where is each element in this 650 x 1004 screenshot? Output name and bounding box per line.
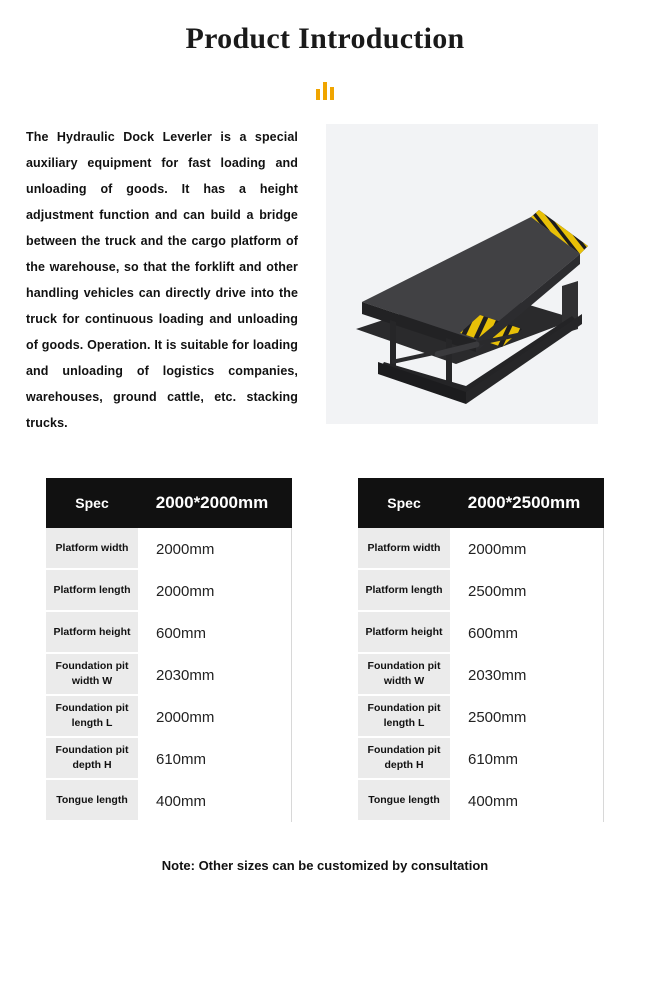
equalizer-bar-3: [330, 87, 334, 100]
row-label: Platform width: [358, 528, 450, 570]
page-title: Product Introduction: [185, 22, 465, 55]
row-label: Platform length: [358, 570, 450, 612]
table-row: [358, 570, 603, 612]
spec-header-label: Spec: [387, 495, 421, 511]
spec-table-header: [46, 478, 292, 528]
row-label: Tongue length: [358, 780, 450, 822]
row-value: 600mm: [138, 612, 291, 654]
table-row: [46, 696, 291, 738]
spec-table-body: [358, 528, 604, 822]
table-row: [46, 654, 291, 696]
row-value: 2000mm: [138, 570, 291, 612]
table-row: [46, 612, 291, 654]
spec-header-value: 2000*2000mm: [155, 493, 269, 512]
equalizer-icon: [0, 78, 650, 100]
spec-table-2000x2000: [46, 478, 292, 822]
intro-section: [0, 124, 650, 436]
spec-header-label: Spec: [75, 495, 109, 511]
row-value: 2030mm: [450, 654, 603, 696]
table-row: [358, 654, 603, 696]
row-label: Foundation pit depth H: [46, 738, 138, 780]
table-row: [46, 738, 291, 780]
spec-table-header: [358, 478, 604, 528]
row-label: Foundation pit width W: [358, 654, 450, 696]
row-value: 2030mm: [138, 654, 291, 696]
row-label: Platform height: [358, 612, 450, 654]
row-label: Foundation pit depth H: [358, 738, 450, 780]
table-row: [46, 528, 291, 570]
table-row: [46, 780, 291, 822]
equalizer-bar-1: [316, 89, 320, 100]
row-value: 2500mm: [450, 570, 603, 612]
spec-table-body: [46, 528, 292, 822]
row-label: Foundation pit length L: [358, 696, 450, 738]
row-label: Tongue length: [46, 780, 138, 822]
table-row: [358, 738, 603, 780]
row-value: 610mm: [138, 738, 291, 780]
row-value: 2000mm: [138, 696, 291, 738]
row-value: 2000mm: [450, 528, 603, 570]
equalizer-bar-2: [323, 82, 327, 100]
table-row: [358, 696, 603, 738]
spec-tables: [0, 478, 650, 822]
intro-paragraph: The Hydraulic Dock Leverler is a special auxiliary equipment for fast loading and unloading of goods. It has a height adjustment function and can build a bridge between the truck and the cargo platform of the warehouse, so that the forklift and other handling vehicles can directly drive into the truck for continuous loading and unloading of goods. Operation. It is suitable for loading and unloading of logistics companies, warehouses, ground cattle, etc. stacking trucks.: [26, 130, 298, 430]
row-label: Platform height: [46, 612, 138, 654]
row-label: Foundation pit length L: [46, 696, 138, 738]
row-label: Platform length: [46, 570, 138, 612]
product-image: [326, 124, 598, 424]
spec-header-value: 2000*2500mm: [467, 493, 581, 512]
dock-leveler-illustration: [326, 124, 598, 424]
row-value: 2500mm: [450, 696, 603, 738]
product-introduction-page: [0, 22, 650, 1004]
table-row: [358, 528, 603, 570]
table-row: [46, 570, 291, 612]
row-value: 400mm: [450, 780, 603, 822]
row-value: 2000mm: [138, 528, 291, 570]
row-label: Platform width: [46, 528, 138, 570]
row-value: 610mm: [450, 738, 603, 780]
spec-table-2000x2500: [358, 478, 604, 822]
table-row: [358, 612, 603, 654]
table-row: [358, 780, 603, 822]
footer-note: Note: Other sizes can be customized by consultation: [161, 858, 489, 873]
row-value: 400mm: [138, 780, 291, 822]
row-label: Foundation pit width W: [46, 654, 138, 696]
row-value: 600mm: [450, 612, 603, 654]
